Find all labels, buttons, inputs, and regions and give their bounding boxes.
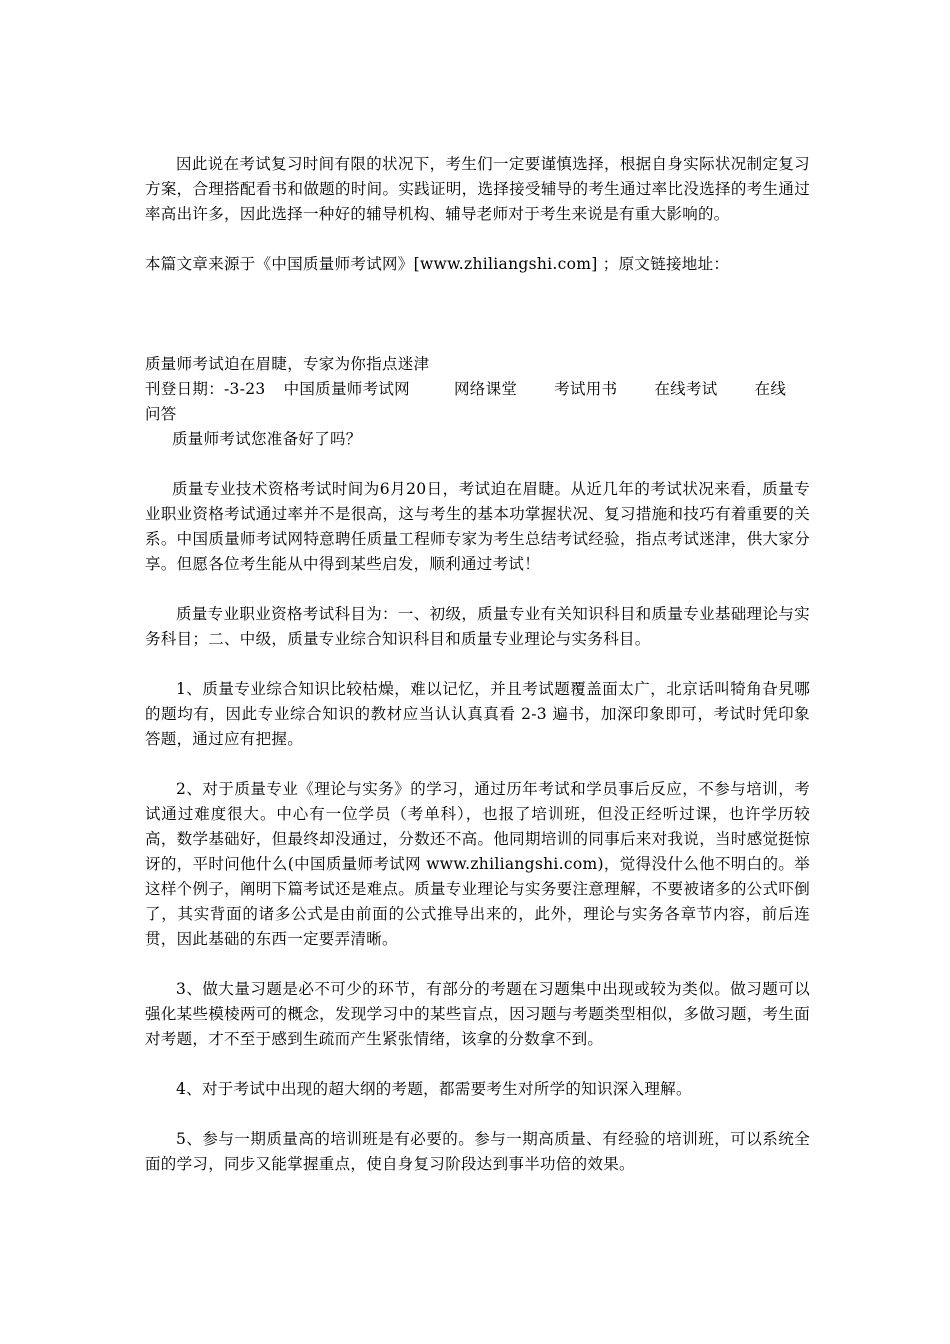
article-paragraph: 4、对于考试中出现的超大纲的考题，都需要考生对所学的知识深入理解。 (176, 1080, 692, 1098)
article-question: 质量师考试您准备好了吗？ (172, 430, 362, 448)
article-paragraph: 3、做大量习题是必不可少的环节，有部分的考题在习题集中出现或较为类似。做习题可以强化某些模棱两可的概念，发现学习中的某些盲点，因习题与考题类型相似，多做习题，考生面对考题，才不至于感到生疏而产生紧张情绪，该拿的分数拿不到。 (145, 980, 810, 1048)
article-meta (145, 377, 810, 402)
article-paragraph: 2、对于质量专业《理论与实务》的学习，通过历年考试和学员事后反应，不参与培训，考试通过难度很大。中心有一位学员（考单科），也报了培训班，但没正经听过课，也许学历较高，数学基础好，但最终却没通过，分数还不高。他同期培训的同事后来对我说，当时感觉挺惊讶的，平时问他什么(中国质量师考试网 www.zhiliangshi.com)，觉得没什么他不明白的。举这样个例子，阐明下篇考试还是难点。质量专业理论与实务要注意理解，不要被诸多的公式吓倒了，其实背面的诸多公式是由前面的公式推导出来的，此外，理论与实务各章节内容，前后连贯，因此基础的东西一定要弄清晰。 (145, 780, 810, 948)
nav-link-online-class[interactable]: 网络课堂 (453, 380, 518, 398)
article-paragraph: 5、参与一期质量高的培训班是有必要的。参与一期高质量、有经验的培训班，可以系统全面的学习，同步又能掌握重点，使自身复习阶段达到事半功倍的效果。 (145, 1130, 810, 1173)
nav-link-online-qa-part2[interactable]: 问答 (145, 405, 177, 423)
nav-link-exam-books[interactable]: 考试用书 (554, 380, 618, 398)
document-page (145, 152, 810, 1177)
nav-link-online-exam[interactable]: 在线考试 (654, 380, 718, 398)
article-paragraph: 1、质量专业综合知识比较枯燥，难以记忆，并且考试题覆盖面太广，北京话叫犄角旮旯哪的题均有，因此专业综合知识的教材应当认认真真看 2-3 遍书，加深印象即可，考试时凭印象答题，通过应有把握。 (145, 680, 810, 748)
intro-paragraph: 因此说在考试复习时间有限的状况下，考生们一定要谨慎选择，根据自身实际状况制定复习方案，合理搭配看书和做题的时间。实践证明，选择接受辅导的考生通过率比没选择的考生通过率高出许多，因此选择一种好的辅导机构、辅导老师对于考生来说是有重大影响的。 (145, 155, 810, 223)
source-line: 本篇文章来源于《中国质量师考试网》[www.zhiliangshi.com] ；原文链接地址： (145, 255, 730, 273)
publish-date: 刊登日期：-3-23 (145, 380, 266, 398)
article-paragraph: 质量专业职业资格考试科目为：一、初级，质量专业有关知识科目和质量专业基础理论与实务科目；二、中级，质量专业综合知识科目和质量专业理论与实务科目。 (145, 605, 810, 648)
nav-link-online-qa-part1[interactable]: 在线 (754, 380, 787, 398)
article-title: 质量师考试迫在眉睫，专家为你指点迷津 (145, 355, 430, 373)
article-paragraph: 质量专业技术资格考试时间为6月20日，考试迫在眉睫。从近几年的考试状况来看，质量专业职业资格考试通过率并不是很高，这与考生的基本功掌握状况、复习措施和技巧有着重要的关系。中国质量师考试网特意聘任质量工程师专家为考生总结考试经验，指点考试迷津，供大家分享。但愿各位考生能从中得到某些启发，顺利通过考试！ (145, 480, 810, 573)
site-link[interactable]: 中国质量师考试网 (283, 380, 410, 398)
